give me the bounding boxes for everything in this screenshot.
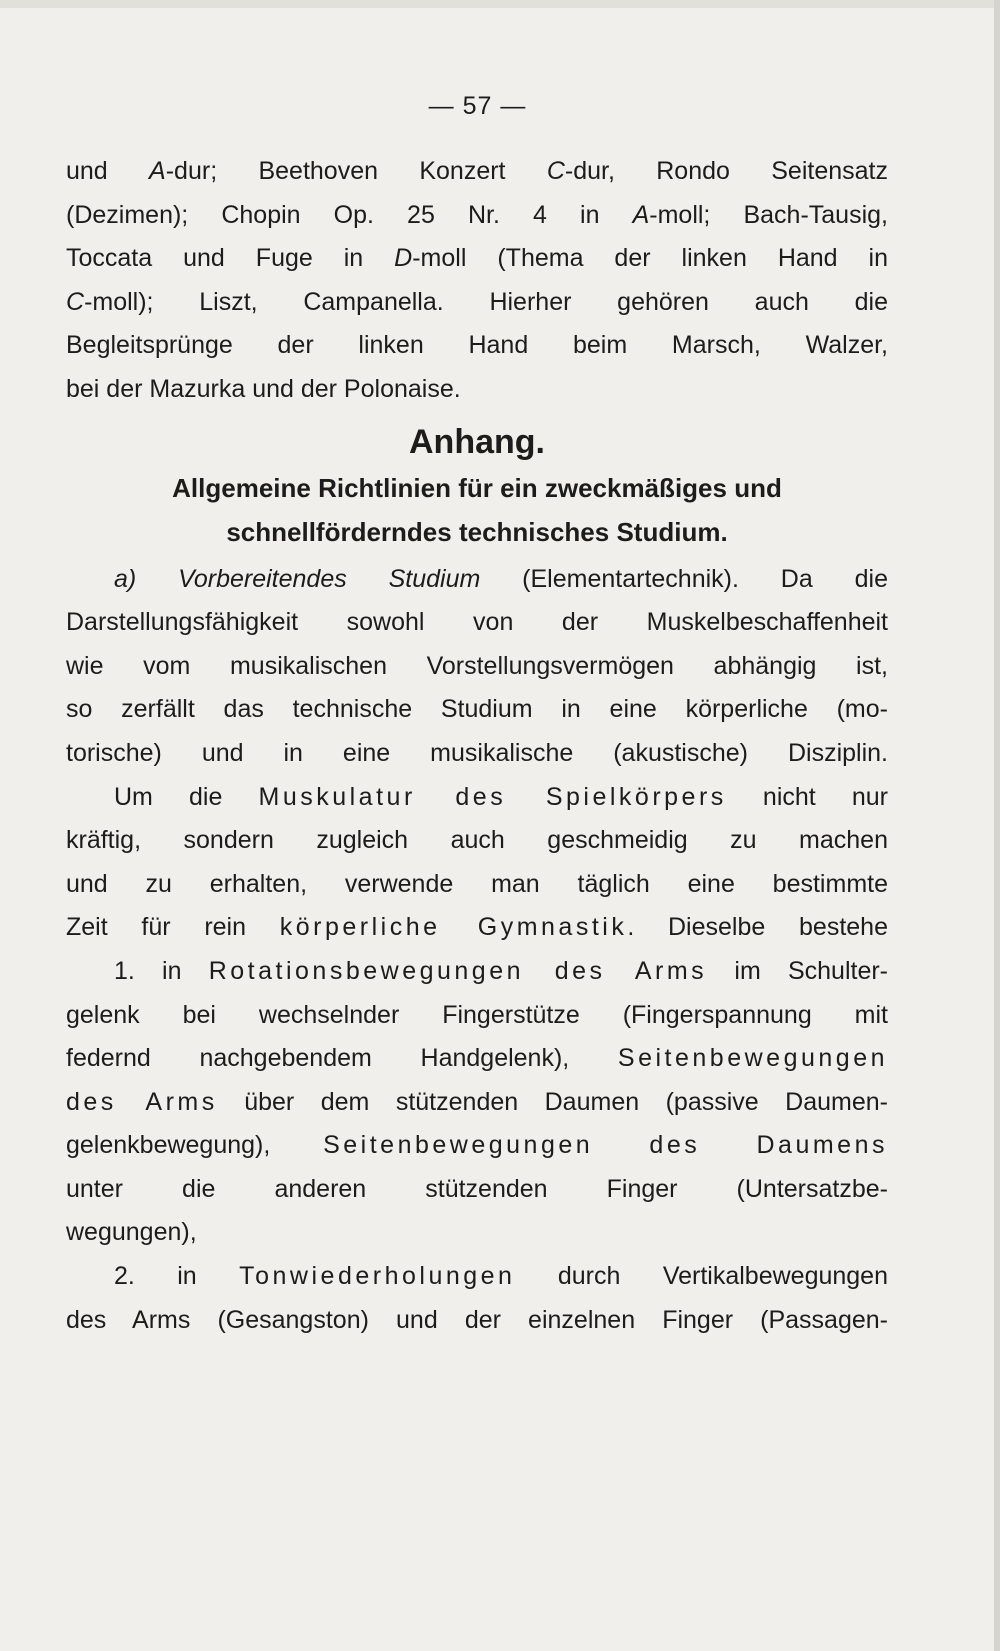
text-line: Begleitsprünge der linken Hand beim Marsch, Walzer, (66, 331, 888, 360)
text-line: des Arms über dem stützenden Daumen (passive Daumen- (66, 1087, 888, 1116)
text-line: Toccata und Fuge in D-moll (Thema der linken Hand in (66, 244, 888, 273)
page-number: — 57 — (428, 92, 527, 120)
text-line: und zu erhalten, verwende man täglich eine bestimmte (66, 869, 888, 898)
section-title: Anhang. (409, 422, 545, 461)
paragraph-1 (66, 150, 888, 412)
paragraph-3 (66, 776, 888, 950)
page-text (66, 150, 888, 1342)
list-item-1 (66, 950, 888, 1255)
list-item-2 (66, 1255, 888, 1342)
text-line: kräftig, sondern zugleich auch geschmeidig zu machen (66, 826, 888, 855)
text-line: federnd nachgebendem Handgelenk), Seitenbewegungen (66, 1044, 888, 1073)
text-line: (Dezimen); Chopin Op. 25 Nr. 4 in A-moll; Bach-Tausig, (66, 200, 888, 229)
text-line: torische) und in eine musikalische (akustische) Disziplin. (66, 738, 888, 767)
text-line: Um die Muskulatur des Spielkörpers nicht nur (114, 782, 888, 811)
text-line: wegungen), (66, 1218, 197, 1247)
text-line: des Arms (Gesangston) und der einzelnen Finger (Passagen- (66, 1305, 888, 1334)
text-line: gelenk bei wechselnder Fingerstütze (Fingerspannung mit (66, 1000, 888, 1029)
text-line: a) Vorbereitendes Studium (Elementartechnik). Da die (114, 564, 888, 593)
text-line: C-moll); Liszt, Campanella. Hierher gehören auch die (66, 287, 888, 316)
text-line: gelenkbewegung), Seitenbewegungen des Daumens (66, 1131, 888, 1160)
page-top-edge (0, 0, 1000, 8)
page-right-edge (994, 0, 1000, 1651)
text-line: wie vom musikalischen Vorstellungsvermögen abhängig ist, (66, 651, 888, 680)
text-line: Darstellungsfähigkeit sowohl von der Muskelbeschaffenheit (66, 608, 888, 637)
section-subtitle-line-1: Allgemeine Richtlinien für ein zweckmäßiges und (172, 472, 782, 503)
text-line: bei der Mazurka und der Polonaise. (66, 374, 461, 403)
paragraph-2 (66, 558, 888, 776)
text-line: 2. in Tonwiederholungen durch Vertikalbewegungen (114, 1262, 888, 1291)
text-line: unter die anderen stützenden Finger (Untersatzbe- (66, 1174, 888, 1203)
text-line: und A-dur; Beethoven Konzert C-dur, Rondo Seitensatz (66, 157, 888, 185)
section-subtitle-line-2: schnellförderndes technisches Studium. (226, 516, 728, 547)
text-line: Zeit für rein körperliche Gymnastik. Dieselbe bestehe (66, 913, 888, 942)
text-line: so zerfällt das technische Studium in eine körperliche (mo- (66, 695, 888, 724)
text-line: 1. in Rotationsbewegungen des Arms im Schulter- (114, 956, 889, 985)
